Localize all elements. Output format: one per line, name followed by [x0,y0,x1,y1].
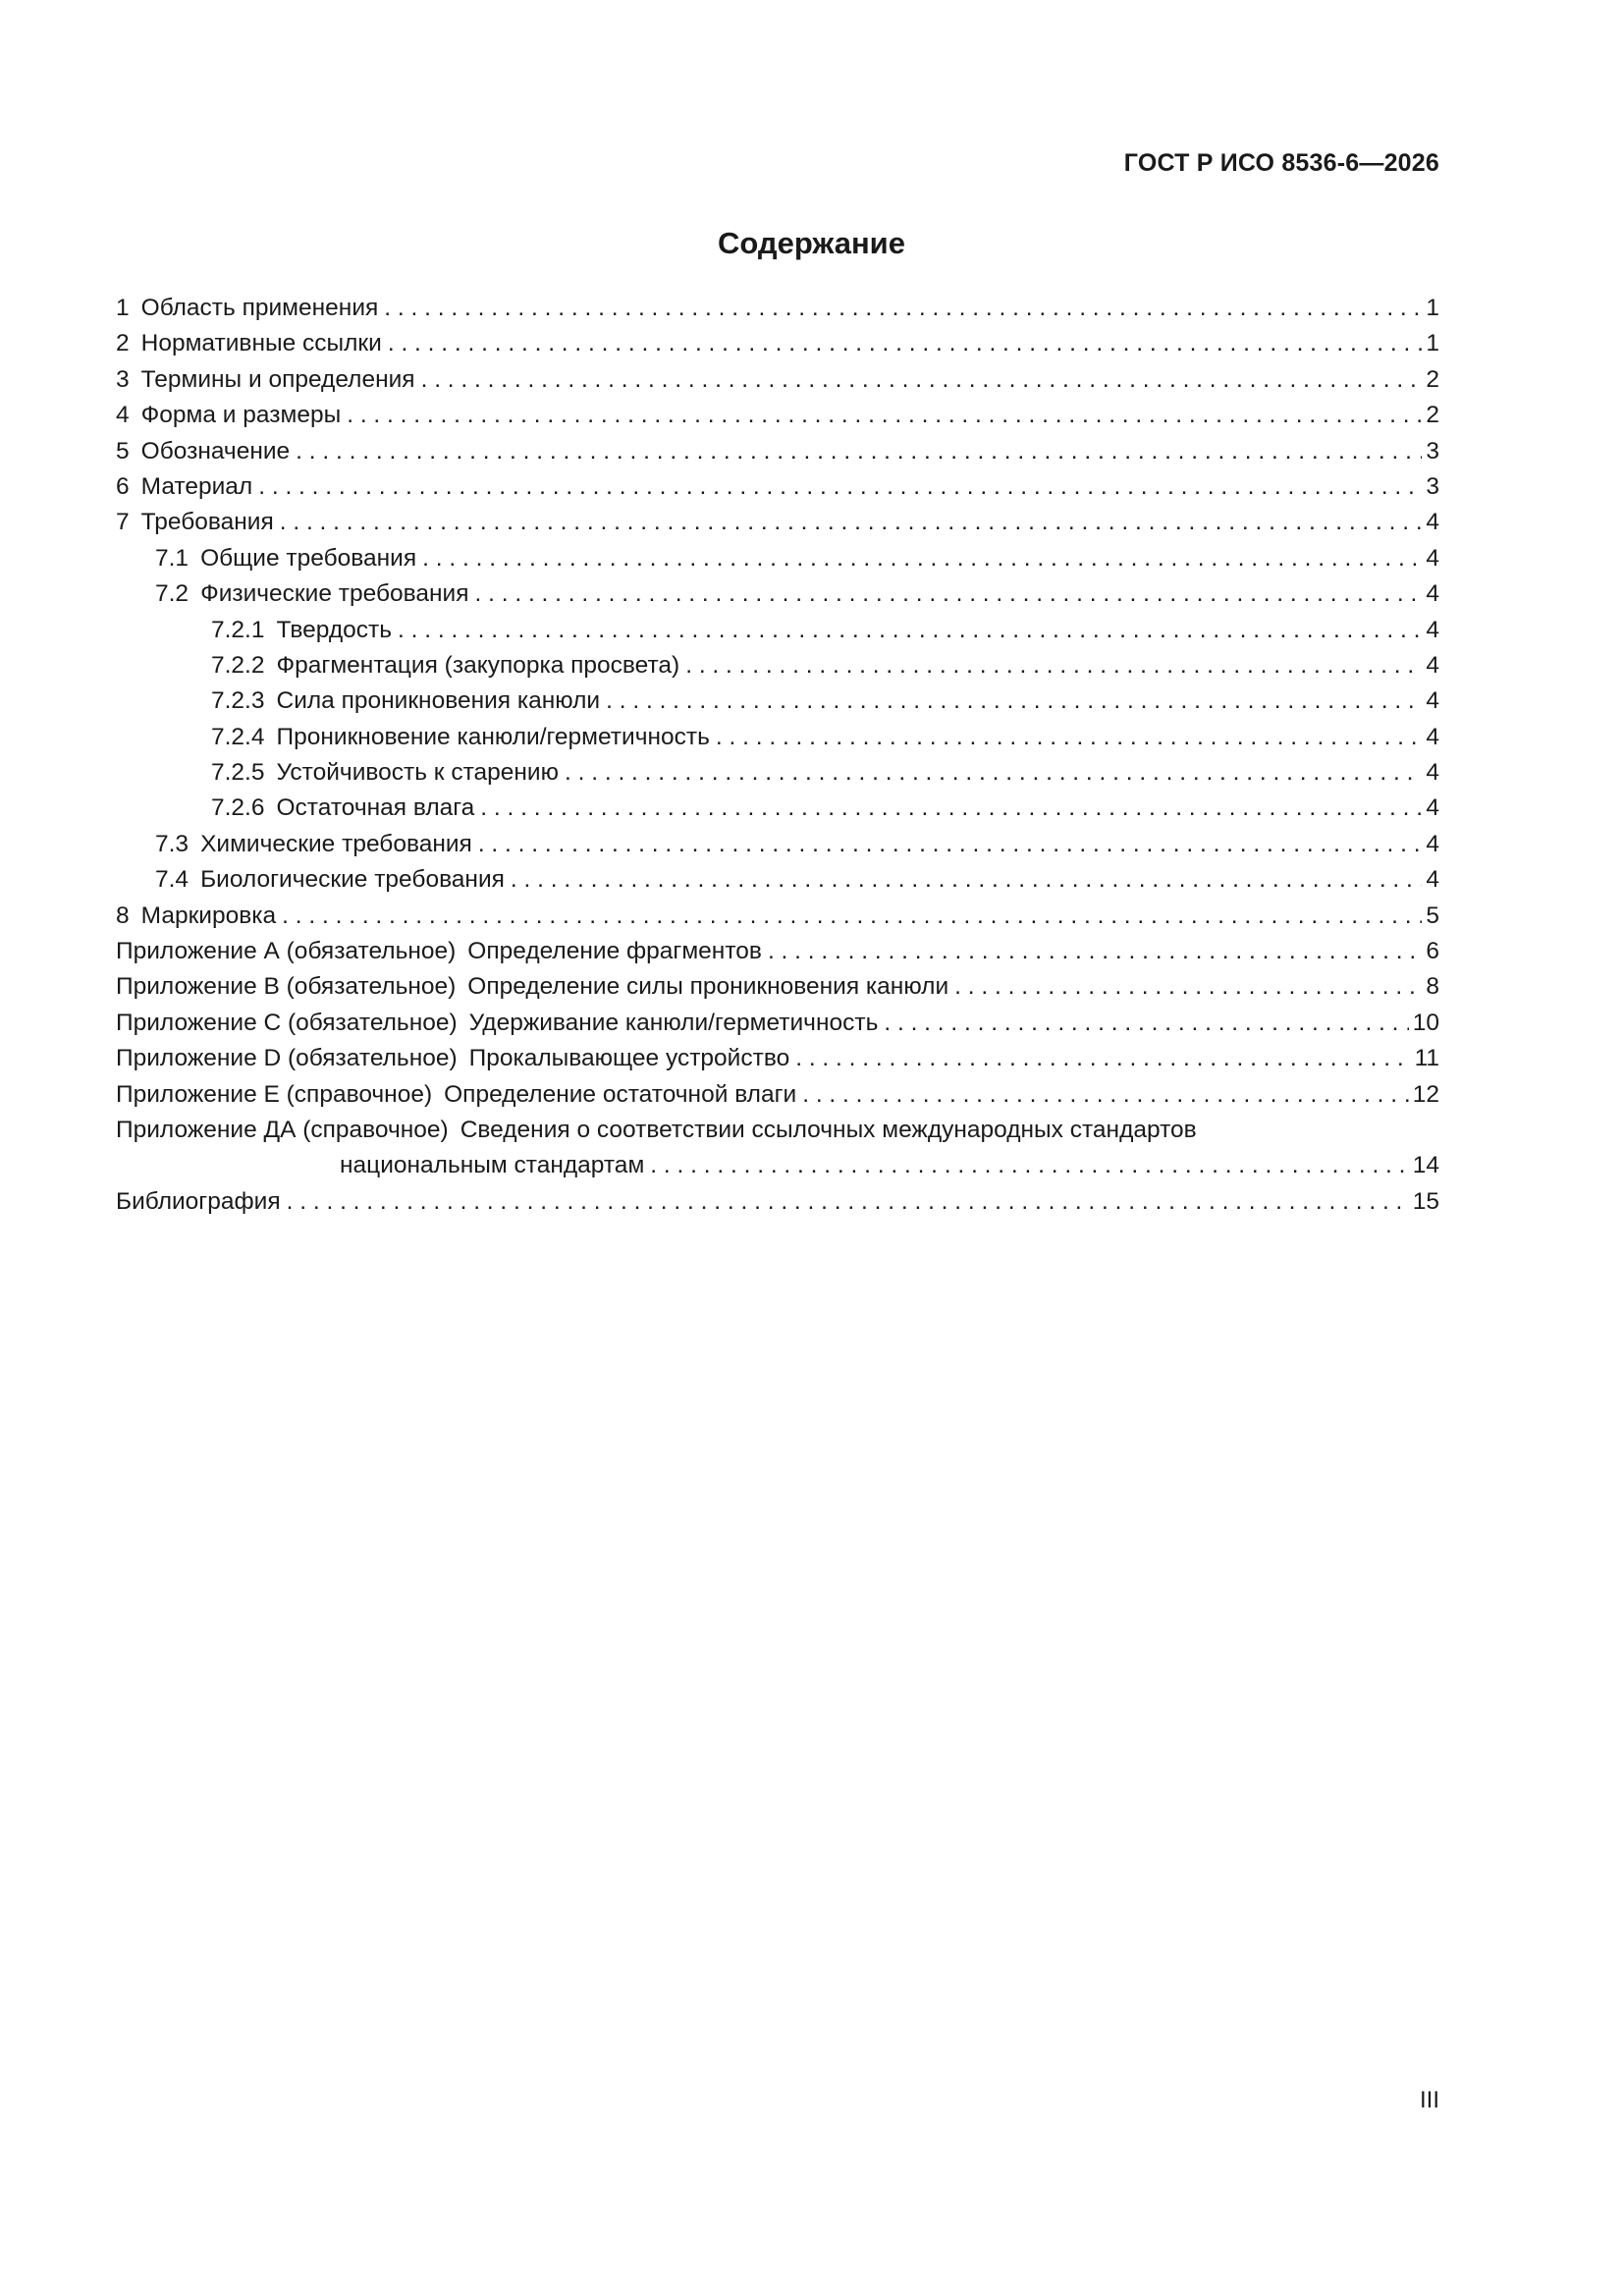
toc-leader-dots [258,469,1422,505]
toc-entry-number: 7.2.1 [211,616,265,643]
toc-entry-number: Приложение А (обязательное) [116,938,457,965]
toc-row[interactable] [116,648,1439,683]
toc-entry-number: Приложение С (обязательное) [116,1009,458,1036]
toc-entry-page: 4 [1426,651,1439,679]
toc-entry-page: 4 [1426,580,1439,608]
toc-entry-title: Требования [140,509,274,536]
toc-entry-number: 4 [116,402,130,429]
toc-entry-number: 7.4 [155,866,189,894]
toc-leader-dots [802,1077,1409,1113]
toc-entry-page: 4 [1426,544,1439,572]
toc-entry-page: 10 [1412,1009,1439,1036]
toc-entry-number: 7.3 [155,830,189,857]
toc-entry-page: 8 [1426,973,1439,1001]
toc-entry-number: 7.2.4 [211,723,265,750]
toc-entry-page: 4 [1426,830,1439,857]
toc-entry-number: 7 [116,509,130,536]
toc-row[interactable] [116,899,1439,934]
toc-entry-title: Химические требования [200,830,472,857]
toc-entry-page: 4 [1426,616,1439,643]
toc-entry-page: 1 [1426,295,1439,321]
toc-entry-number: 7.2.6 [211,794,265,822]
document-header: ГОСТ Р ИСО 8536-6—2026 [1123,149,1439,177]
toc-row[interactable] [116,1041,1439,1076]
toc-entry-page: 5 [1426,902,1439,929]
toc-leader-dots [347,398,1422,433]
toc-entry-number: 2 [116,330,130,357]
toc-row[interactable] [116,1077,1439,1113]
toc-entry-page: 4 [1426,687,1439,715]
toc-entry-page: 3 [1426,437,1439,465]
toc-entry-number: 6 [116,472,130,500]
toc-leader-dots [565,755,1422,791]
toc-entry-number: 7.1 [155,544,189,572]
toc-leader-dots [954,969,1422,1005]
toc-row[interactable] [116,683,1439,719]
toc-entry-number: 7.2.5 [211,759,265,787]
toc-entry-title: Термины и определения [140,365,415,393]
toc-entry-title: Маркировка [140,902,277,929]
toc-leader-dots [795,1041,1410,1076]
page-number: III [1419,2087,1439,2113]
toc-entry-number: 3 [116,365,130,393]
toc-row[interactable] [116,541,1439,576]
toc-entry-page: 4 [1426,509,1439,536]
toc-leader-dots [282,899,1422,934]
toc-leader-dots [474,576,1422,612]
toc-leader-dots [716,720,1422,755]
toc-entry-title: Нормативные ссылки [140,330,382,357]
toc-entry-title: Обозначение [140,437,291,465]
toc-row-annex-da-line1[interactable] [116,1113,1439,1148]
toc-leader-dots [422,541,1422,576]
toc-leader-dots [287,1184,1409,1220]
toc-entry-title: Твердость [276,616,392,643]
toc-entry-title: Остаточная влага [276,794,475,822]
toc-entry-number: Приложение D (обязательное) [116,1045,458,1072]
toc-entry-title: Определение фрагментов [467,938,762,965]
toc-entry-number: Приложение Е (справочное) [116,1080,433,1108]
toc-row[interactable] [116,1006,1439,1041]
toc-entry-page: 6 [1426,938,1439,965]
toc-entry-title: Библиография [116,1187,281,1215]
toc-row[interactable] [116,934,1439,969]
toc-row[interactable] [116,862,1439,898]
toc-leader-dots [384,291,1422,326]
toc-row[interactable] [116,791,1439,826]
toc-leader-dots [650,1148,1408,1183]
toc-leader-dots [388,326,1423,361]
toc-row[interactable] [116,291,1439,326]
toc-entry-title: Проникновение канюли/герметичность [276,723,710,750]
toc-row[interactable] [116,720,1439,755]
toc-entry-number: Приложение В (обязательное) [116,973,457,1001]
toc-entry-page: 2 [1426,402,1439,429]
toc-row[interactable] [116,969,1439,1005]
toc-entry-title: Определение остаточной влаги [444,1080,797,1108]
toc-entry-page: 3 [1426,472,1439,500]
toc-entry-page: 12 [1412,1080,1439,1108]
toc-entry-page: 4 [1426,794,1439,822]
toc-entry-page: 1 [1426,330,1439,357]
toc-title: Содержание [718,226,905,260]
toc-entry-number: 7.2 [155,580,189,608]
toc-row[interactable] [116,827,1439,862]
toc-leader-dots [606,683,1422,719]
toc-entry-page: 14 [1412,1152,1439,1179]
toc-entry-title: Определение силы проникновения канюли [467,973,949,1001]
toc-entry-number: 7.2.2 [211,651,265,679]
toc-row[interactable] [116,505,1439,540]
table-of-contents [116,291,1439,1220]
toc-row-annex-da-line2[interactable] [116,1148,1439,1183]
toc-entry-title: Сведения о соответствии ссылочных международных стандартов [460,1116,1197,1143]
toc-entry-title: Материал [140,472,253,500]
toc-entry-title: Удерживание канюли/герметичность [468,1009,879,1036]
toc-entry-title: Прокалывающее устройство [468,1045,790,1072]
toc-entry-number: 5 [116,437,130,465]
toc-row[interactable] [116,613,1439,648]
toc-row-bibliography[interactable] [116,1184,1439,1220]
toc-row[interactable] [116,326,1439,361]
toc-entry-page: 4 [1426,759,1439,787]
toc-row[interactable] [116,362,1439,398]
toc-row[interactable] [116,755,1439,791]
toc-entry-number: 1 [116,295,130,321]
toc-leader-dots [421,362,1423,398]
toc-leader-dots [768,934,1422,969]
toc-entry-title: Область применения [140,295,379,321]
toc-entry-page: 4 [1426,866,1439,894]
toc-row[interactable] [116,469,1439,505]
toc-entry-title: Устойчивость к старению [276,759,559,787]
toc-row[interactable] [116,576,1439,612]
toc-entry-title: Общие требования [200,544,417,572]
toc-entry-title-continued: национальным стандартам [340,1152,645,1179]
toc-leader-dots [685,648,1422,683]
toc-leader-dots [511,862,1422,898]
toc-entry-number: 8 [116,902,130,929]
toc-leader-dots [480,791,1422,826]
toc-entry-number: 7.2.3 [211,687,265,715]
toc-leader-dots [398,613,1422,648]
toc-leader-dots [884,1006,1408,1041]
toc-entry-title: Форма и размеры [140,402,342,429]
toc-leader-dots [280,505,1423,540]
toc-entry-page: 2 [1426,365,1439,393]
toc-entry-title: Фрагментация (закупорка просвета) [276,651,680,679]
toc-entry-number: Приложение ДА (справочное) [116,1116,449,1143]
toc-entry-page: 11 [1414,1045,1439,1072]
toc-entry-page: 4 [1426,723,1439,750]
toc-entry-title: Сила проникновения канюли [276,687,601,715]
toc-entry-title: Физические требования [200,580,469,608]
toc-entry-title: Биологические требования [200,866,505,894]
toc-row[interactable] [116,434,1439,469]
toc-leader-dots [478,827,1423,862]
toc-leader-dots [296,434,1422,469]
toc-row[interactable] [116,398,1439,433]
toc-entry-page: 15 [1412,1187,1439,1215]
